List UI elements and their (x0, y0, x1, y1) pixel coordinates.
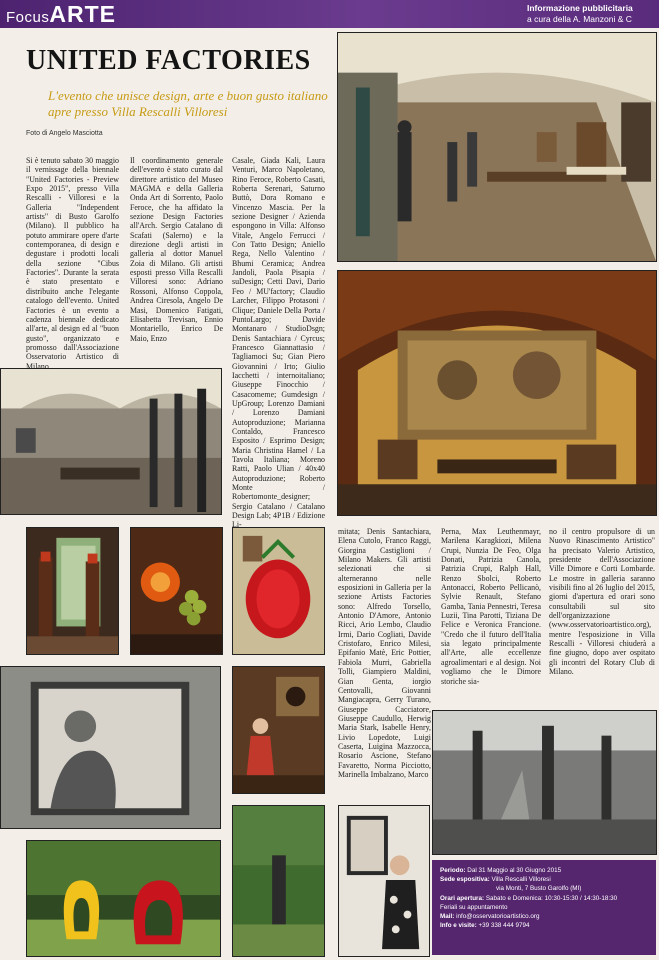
article-column-1-text: Si è tenuto sabato 30 maggio il vernissage della biennale "United Factories - Preview Expo 2015", presso Villa Rescalli - Villoresi e la Galleria "Independent artists" di Busto Garolfo (Milano). Il pubblico ha potuto ammirare opere d'arte contemporanea, di design e degustare i prodotti locali della sezione "Cibus Factories". Durante la serata è stato presentato e distribuito anche l'elegante catalogo dell'evento. United Factories è un evento a cadenza biennale dedicato all'arte, al design ed al "buon gusto", organizzato e promosso dall'Associazione Osservatorio Artistico di Milano. (26, 156, 119, 371)
photo-visitor-painting (232, 666, 325, 794)
info-hours (440, 894, 648, 903)
photo-artwork-display (338, 805, 430, 957)
article-title: UNITED FACTORIES (26, 45, 311, 76)
article-column-3 (232, 156, 325, 530)
advertising-note-line1: Informazione pubblicitaria (527, 3, 633, 13)
advertising-note (527, 3, 651, 25)
article-column-6-text: no il centro propulsore di un Nuovo Rinascimento Artistico" ha precisato Valerio Artistico, presidente dell'Associazione Ville Dimore e Corti Lombarde. Le mostre in galleria saranno visibili fino al 26 luglio del 2015, giorni d'apertura ed orari sono consultabili sul sito dell'organizzazione (www.osservatorioartistico.org), mentre l'esposizione in Villa Rescalli - Villoresi chiuderà a fine giugno, dopo aver ospitato gli incontri del Rotary Club di Milano. (549, 527, 655, 677)
photo-garden-sculpture (232, 805, 325, 957)
photo-window-sculptures (26, 527, 119, 655)
info-contact (440, 921, 648, 930)
info-hours-label: Orari apertura: (440, 894, 485, 902)
advertising-note-line2: a cura della A. Manzoni & C (527, 14, 632, 24)
article-column-2-text: Il coordinamento generale dell'evento è stato curato dal direttore artistico del Museo MAGMA e della Galleria Onda Art di Sorrento, Paolo Feroce, che ha affidato la sezione Design Factories all'Arch. Sergio Catalano di Scafati (Salerno) e la direzione degli artisti in galleria al dottor Manuel Zoia di Milano. Gli artisti esposti presso Villa Rescalli Villoresi sono: Adriano Rossoni, Alfonso Coppola, Andrea Ciresola, Angelo De Masi, Domenico Fatigati, Elisabetta Trevisan, Ennio Montariello, Enrico De Maio, Enzo (130, 156, 223, 343)
info-period (440, 866, 648, 875)
photo-tapestry-room (337, 270, 657, 516)
info-venue-label: Sede espositiva: (440, 876, 490, 884)
article-column-5 (441, 527, 541, 705)
article-column-4 (338, 527, 431, 801)
info-mail-value[interactable]: info@osservatorioartistico.org (456, 913, 540, 921)
info-period-value: Dal 31 Maggio al 30 Giugno 2015 (467, 867, 562, 874)
info-mail-label: Mail: (440, 913, 455, 921)
photo-credit: Foto di Angelo Masciotta (26, 130, 103, 137)
info-period-label: Periodo: (440, 867, 466, 874)
section-label-small: Focus (6, 9, 50, 26)
info-contact-label: Info e visite: (440, 922, 477, 930)
article-column-5-text: Perna, Max Leuthenmayr, Marilena Karagkiozi, Milena Crupi, Nunzia De Feo, Olga Donati, Patrizia Canola, Patrizia Crupi, Ralph Hall, Renzo Sbolci, Roberto Antonacci, Roberto Pellicanò, Sylvie Renault, Stefano Gamba, Tania Pennestri, Teresa Luzii, Tina Parotti, Tiziana De Felice e Veronica Francione. "Credo che il futuro dell'Italia sia legato principalmente all'Arte, alle eccellenze agroalimentari e al design. Noi vogliamo che le Dimore storiche sia- (441, 527, 541, 686)
info-contact-value: +39 338 444 9794 (478, 922, 530, 930)
section-label (6, 1, 116, 31)
article-column-2 (130, 156, 223, 366)
article-subtitle: L'evento che unisce design, arte e buon gusto italiano apre presso Villa Rescalli Villoresi (48, 88, 328, 119)
info-venue-value: Villa Rescalli Villoresi (491, 876, 551, 884)
info-mail (440, 912, 648, 921)
info-hours-weekday: Feriali su appuntamento (440, 903, 508, 911)
photo-workshop (432, 710, 657, 855)
article-column-4-text: mitata; Denis Santachiara, Elena Cutolo, Franco Raggi, Giorgina Castiglioni / Milano Makers. Gli artisti selezionati che si alterneranno nelle esposizioni in Galleria per la sezione Artists Factories sono: Alfredo Torsello, Antonio D'Amore, Antonio Ricci, Ario Lembo, Claudio Irmi, Dario Cogliati, Davide Cristofaro, Enrico Milesi, Epifanio Matè, Eric Pottier, Fabiola Murri, Gabriella Tolli, Giampiero Maldini, Gian Genta, iorgio Centovalli, Giovanni Mangiacapra, Gerry Turano, Giuseppe Cacciatore, Giuseppe Caudullo, Herwig Maria Stark, Isabelle Henry, Livio Lopedote, Luigi Caserta, Luigina Mazzocca, Rosario Ascione, Stefano Favaretto, Norma Picciotto, Marinella Imbalzano, Marco (338, 527, 431, 779)
photo-framed-portrait (0, 666, 221, 829)
article-column-1 (26, 156, 119, 371)
photo-glass-grapes (130, 527, 223, 655)
info-address: via Monti, 7 Busto Garolfo (MI) (496, 885, 582, 893)
photo-arcade (0, 368, 222, 515)
event-info-box (432, 860, 656, 955)
info-hours-value: Sabato e Domenica: 10:30-15:30 / 14:30-18:30 (485, 894, 618, 902)
photo-gallery-hall (337, 32, 657, 262)
info-venue (440, 875, 648, 884)
photo-garden-chairs (26, 840, 221, 957)
photo-red-sculpture (232, 527, 325, 655)
article-column-3-text: Casale, Giada Kali, Laura Venturi, Marco Napoletano, Rino Feroce, Roberto Casati, Roberta Serenari, Saturno Buttò, Dora Romano e Vincenzo Mascia. Per la sezione Designer / Azienda espongono in Villa: Alfonso Vitale, Angelo Ferrucci / Con Tatto Design; Aniello Rega, Nello Valentino / Bhumi Ceramica; Andrea Jandoli, Paola Pisapia / suDesign; Cetti Davi, Dario Feo / MU'factory; Claudio Larcher, Filippo Protasoni / Clique; Daniele Della Porta / PuntoLargo; Davide Montanaro / StudioDsgn; Denis Santachiara / Cyrcus; Francesco Giannattasio / Tagliamoci Su; Gian Piero Giovannini / Irto; Giulio Iacchetti / internoitaliano; Giuseppe Finocchio / Casacomeme; Gumdesign / UpGroup; Lorenzo Damiani / Lorenzo Damiani Autoproduzione; Marianna Contaldo, Francesco Esposito / Esprimo Design; Maria Christina Hamel / La Tavola Italiana; Moreno Ratti, Paolo Ulian / 40x40 Autoproduzione; Roberto Monte / Robertomonte_designer; Sergio Catalano / Catalano Design Lab; 4P1B / Edizione Li- (232, 156, 325, 530)
article-column-6 (549, 527, 655, 705)
section-label-large: ARTE (49, 1, 116, 27)
